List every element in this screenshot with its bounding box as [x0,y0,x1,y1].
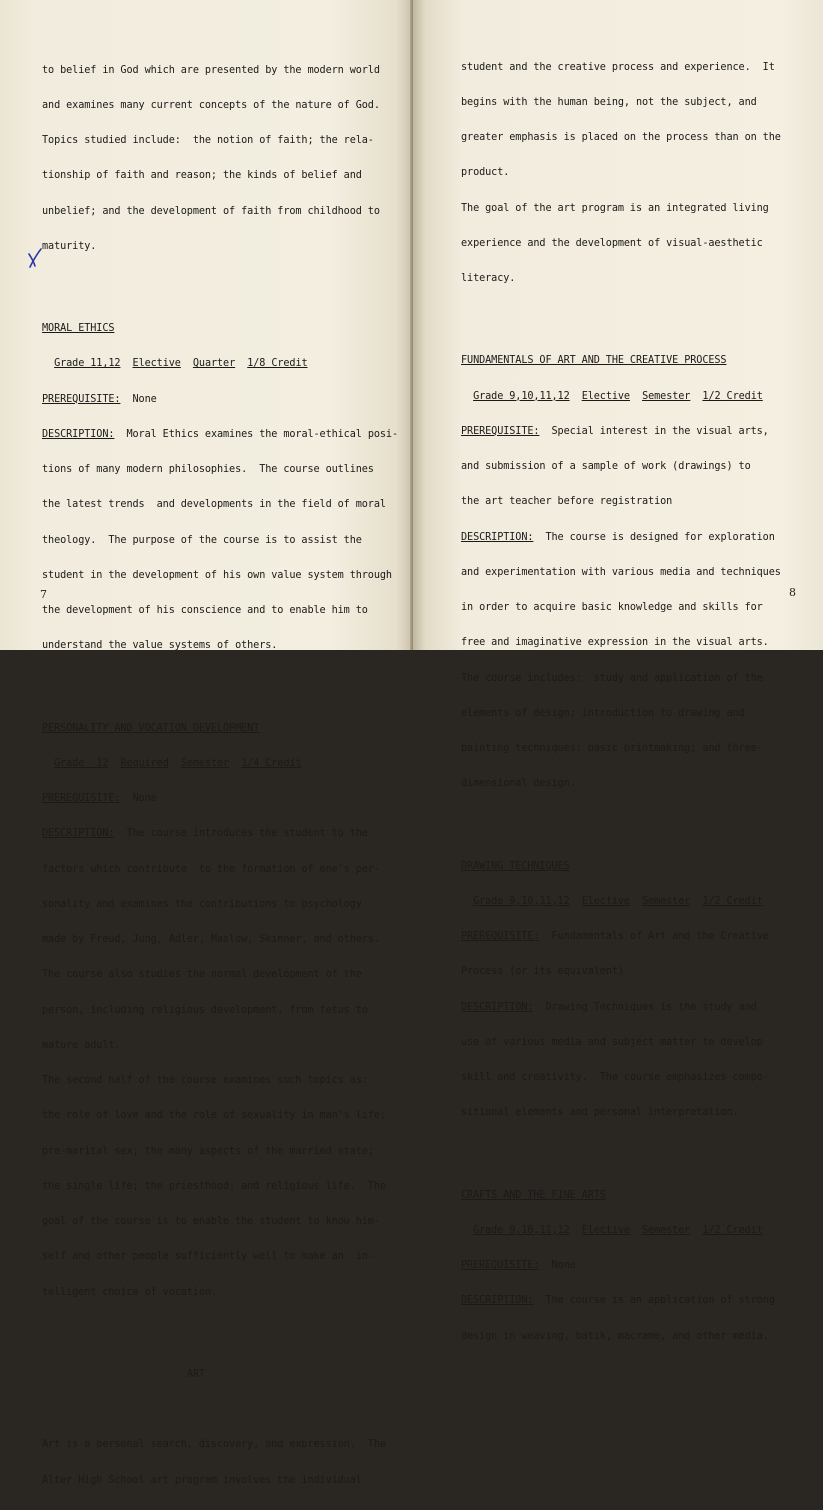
intro-line: to belief in God which are presented by the modern world [42,64,380,76]
intro-line: maturity. [42,240,97,252]
prereq-value: Special interest in the visual arts, [551,425,769,437]
intro-line: greater emphasis is placed on the process than on the [461,132,781,143]
desc-text: The course introduces the student to the [126,828,368,840]
intro-line: student and the creative process and experience. It [461,61,775,73]
course-credit: 1/2 Credit [702,1224,763,1236]
course-type: Elective [581,390,630,402]
desc-text: Drawing Techniques is the study and [545,1001,757,1013]
course-type: Required [120,757,169,769]
desc-label: DESCRIPTION: [42,828,115,840]
desc-line: and experimentation with various media and techniques [461,566,781,578]
desc-line: use of various media and subject matter to develop [461,1036,763,1048]
course-credit: 1/2 Credit [702,895,763,907]
desc-line: sonality and examines the contributions to psychology [42,898,362,910]
prereq-line: Process (or its equivalent) [461,966,624,978]
intro-line: experience and the development of visual-aesthetic [461,237,763,249]
prereq-value: Fundamentals of Art and the Creative [551,931,769,942]
desc-line: tions of many modern philosophies. The course outlines [42,464,374,475]
prereq-line [461,931,811,943]
desc-text: The course is an application of strong [545,1295,775,1307]
desc-line: theology. The purpose of the course is to assist the [42,534,362,546]
prereq-value: None [551,1260,576,1271]
prereq-line: the art teacher before registration [461,496,673,508]
right-page-text [461,38,811,1366]
intro-line: begins with the human being, not the subject, and [461,96,757,108]
course-meta-line [42,358,392,370]
page-number: 8 [789,586,796,599]
desc-line: telligent choice of vocation. [42,1286,217,1298]
section-title-drawing: DRAWING TECHNIQUES [461,860,570,872]
desc-line: in order to acquire basic knowledge and skills for [461,602,763,613]
section-title-personality: PERSONALITY AND VOCATION DEVELOPMENT [42,722,260,734]
course-term: Quarter [192,358,236,370]
art-intro-line: Alter High School art program involves the individual [42,1474,362,1486]
course-grade: Grade 9,10,11,12 [473,895,570,907]
desc-line: skill and creativity. The course emphasizes compo- [461,1072,769,1083]
desc-line: factors which contribute to the formation of one's per- [42,863,380,875]
course-term: Semester [642,390,691,402]
prereq-label: PREREQUISITE: [42,393,121,405]
desc-label: DESCRIPTION: [461,531,534,543]
prereq-label: PREREQUISITE: [461,931,540,942]
prereq-value: None [132,393,157,405]
art-intro-line: Art is a personal search, discovery, and expression. The [42,1439,386,1451]
desc-line: the latest trends and developments in the field of moral [42,499,386,511]
intro-line: product. [461,167,510,179]
desc-line: The course also studies the normal development of the [42,969,362,981]
course-type: Elective [132,358,181,370]
desc-line [461,532,811,544]
desc-line [461,1002,811,1014]
prereq-label: PREREQUISITE: [461,1260,540,1271]
course-grade: Grade 9,10,11,12 [473,1224,570,1236]
desc-line [42,828,392,840]
desc-line: sitional elements and personal interpretation. [461,1107,739,1119]
desc-line: the role of love and the role of sexuality in man's life; [42,1110,386,1122]
course-meta-line [461,1225,811,1237]
desc-label: DESCRIPTION: [42,428,115,440]
prereq-label: PREREQUISITE: [461,425,540,437]
right-page [413,0,823,1342]
desc-line: elements of design; introduction to drawing and [461,707,745,719]
desc-line: goal of the course is to enable the student to know him- [42,1216,380,1227]
prereq-label: PREREQUISITE: [42,793,121,804]
desc-line: free and imaginative expression in the visual arts. [461,637,769,649]
course-grade: Grade 12 [54,757,109,769]
course-type: Elective [581,895,630,907]
desc-label: DESCRIPTION: [461,1295,534,1307]
section-title-moral-ethics: MORAL ETHICS [42,323,115,334]
prereq-line [42,394,392,406]
course-meta-line [461,391,811,403]
intro-line: and examines many current concepts of the nature of God. [42,99,380,111]
left-page-text [42,41,398,1510]
course-credit: 1/8 Credit [247,358,308,370]
left-page [0,0,413,1486]
prereq-line [461,426,811,438]
prereq-line [461,1260,811,1272]
intro-line: literacy. [461,273,516,284]
course-meta-line [461,896,811,908]
intro-line: tionship of faith and reason; the kinds of belief and [42,170,362,182]
section-title-crafts: CRAFTS AND THE FINE ARTS [461,1189,606,1201]
prereq-line: and submission of a sample of work (drawings) to [461,461,751,472]
desc-line: mature adult. [42,1039,121,1051]
course-term: Semester [180,757,230,769]
check-mark-icon [28,248,42,268]
desc-line: student in the development of his own value system through [42,569,392,581]
section-title-fundamentals: FUNDAMENTALS OF ART AND THE CREATIVE PROCESS [461,355,727,367]
desc-line: the single life; the priesthood; and religious life. The [42,1180,386,1192]
desc-line: pre-marital sex; the many aspects of the married state; [42,1145,374,1157]
intro-line: The goal of the art program is an integrated living [461,202,769,214]
desc-line: dimensional design. [461,778,576,790]
course-credit: 1/2 Credit [702,390,763,402]
desc-line [42,428,398,441]
intro-line: unbelief; and the development of faith from childhood to [42,205,380,217]
course-term: Semester [642,895,691,907]
prereq-line [42,793,392,805]
desc-label: DESCRIPTION: [461,1001,534,1013]
desc-line: person, including religious development, from fetus to [42,1004,368,1016]
course-type: Elective [581,1224,630,1236]
art-heading: ART [186,1368,205,1380]
intro-line: Topics studied include: the notion of faith; the rela- [42,135,374,146]
course-grade: Grade 9,10,11,12 [473,390,570,402]
desc-line: The course includes: study and application of the [461,672,763,684]
desc-line: understand the value systems of others. [42,640,278,652]
desc-line [461,1295,811,1307]
desc-line: made by Freud, Jung, Adler, Maslow, Skinner, and others. [42,934,380,945]
art-heading-line [42,1369,392,1381]
course-meta-line [42,758,392,770]
desc-line: design in weaving, batik, macrame, and other media. [461,1330,769,1342]
prereq-value: None [132,793,157,804]
desc-line: painting techniques; basic printmaking; and three- [461,743,763,754]
desc-line: The second half of the course examines such topics as: [42,1075,368,1086]
desc-text: Moral Ethics examines the moral-ethical posi- [126,428,398,440]
desc-text: The course is designed for exploration [545,531,775,543]
page-number: 7 [40,588,47,601]
course-term: Semester [642,1224,691,1236]
desc-line: self and other people sufficiently well to make an in- [42,1251,374,1263]
course-credit: 1/4 Credit [241,757,302,769]
course-grade: Grade 11,12 [54,358,121,370]
desc-line: the development of his conscience and to enable him to [42,605,368,616]
